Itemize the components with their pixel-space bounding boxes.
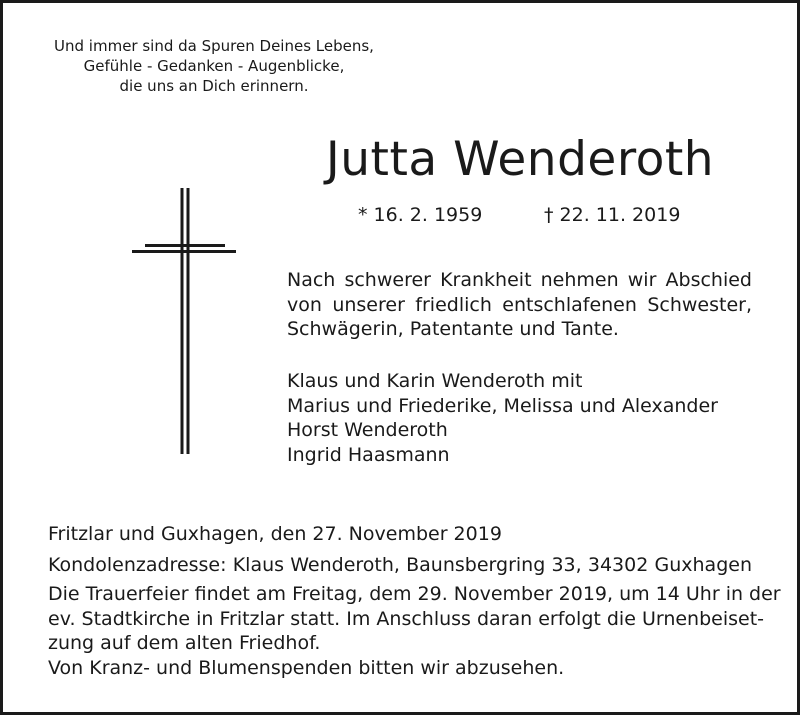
- death-date: † 22. 11. 2019: [544, 204, 681, 226]
- place-and-date: Fritzlar und Guxhagen, den 27. November 2019: [48, 523, 502, 545]
- service-line: Von Kranz- und Blumenspenden bitten wir abzusehen.: [48, 656, 565, 679]
- service-line: zung auf dem alten Friedhof.: [48, 632, 321, 654]
- verse-line: Gefühle - Gedanken - Augenblicke,: [83, 57, 345, 75]
- mourner-line: Ingrid Haasmann: [287, 443, 450, 466]
- verse-line: die uns an Dich erinnern.: [119, 77, 309, 95]
- mourner-line: Klaus und Karin Wenderoth mit: [287, 370, 583, 392]
- mourner-line: Marius und Friederike, Melissa und Alexander: [287, 394, 718, 417]
- farewell-line: Nach schwerer Krankheit nehmen wir Abschied: [287, 269, 752, 291]
- condolence-address: Kondolenzadresse: Klaus Wenderoth, Baunsbergring 33, 34302 Guxhagen: [48, 554, 752, 576]
- service-details: [48, 582, 781, 680]
- farewell-text: [287, 268, 752, 342]
- farewell-line: von unserer friedlich entschlafenen Schwester,: [287, 293, 752, 316]
- birth-date: * 16. 2. 1959: [358, 204, 483, 226]
- cross-icon: [130, 188, 240, 454]
- memorial-verse: [34, 36, 394, 96]
- mourner-line: Horst Wenderoth: [287, 419, 448, 441]
- service-line: ev. Stadtkirche in Fritzlar statt. Im Anschluss daran erfolgt die Urnenbeiset-: [48, 607, 765, 630]
- deceased-name: Jutta Wenderoth: [325, 132, 715, 187]
- mourners-list: [287, 369, 718, 467]
- verse-line: Und immer sind da Spuren Deines Lebens,: [54, 37, 374, 55]
- service-line: Die Trauerfeier findet am Freitag, dem 29. November 2019, um 14 Uhr in der: [48, 583, 781, 605]
- farewell-line: Schwägerin, Patentante und Tante.: [287, 318, 619, 340]
